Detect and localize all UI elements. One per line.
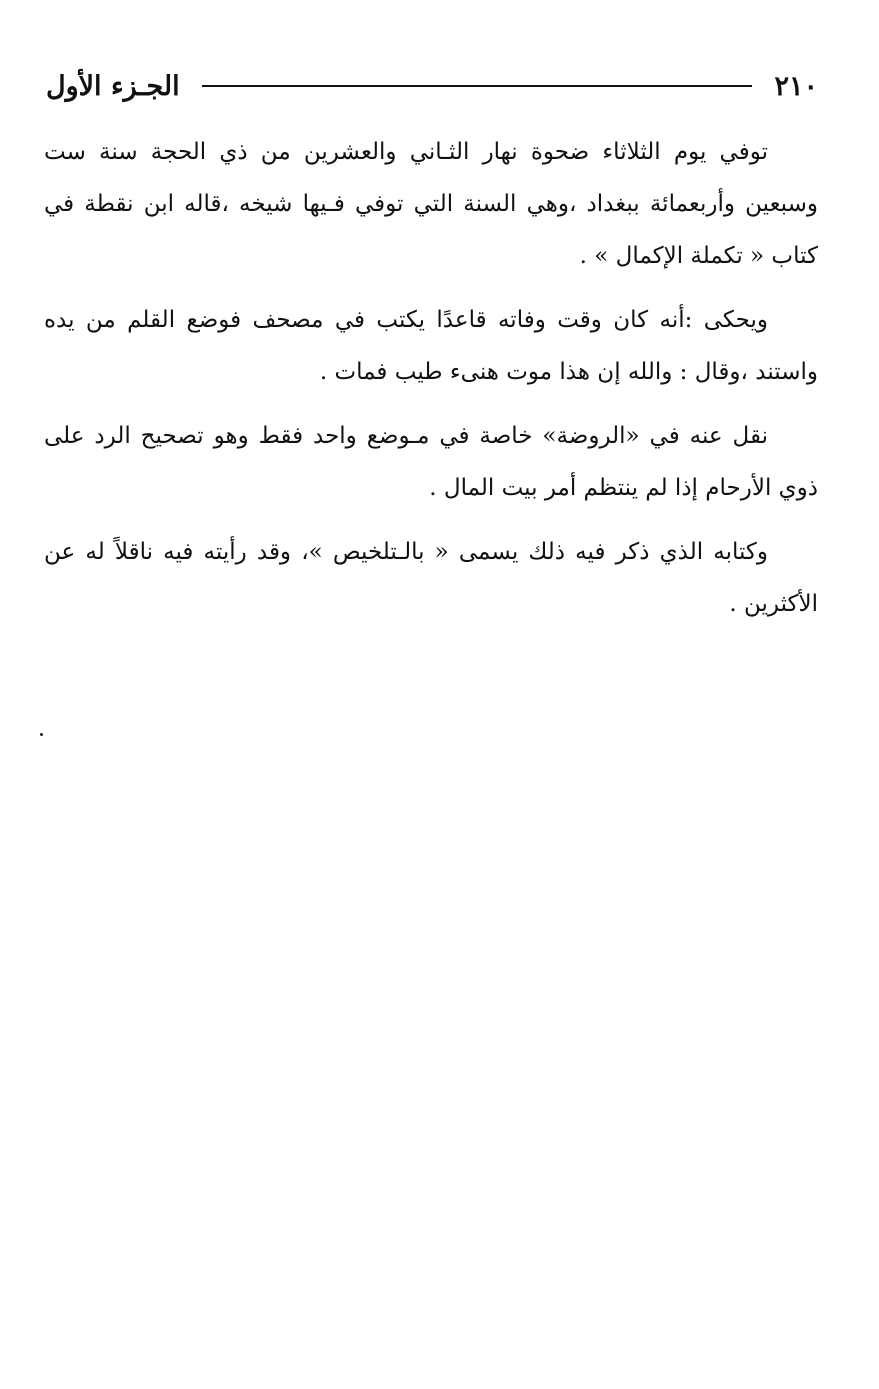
stray-mark <box>40 733 43 736</box>
header-rule <box>202 85 753 87</box>
paragraph-talkhis-book: وكتابه الذي ذكر فيه ذلك يسمى « بالـتلخيص »، وقد رأيته فيه ناقلاً له عن الأكثرين . <box>44 539 818 617</box>
paragraph-death-account: ويحكى :أنه كان وقت وفاته قاعدًا يكتب في مصحف فوضع القلم من يده واستند ،وقال : والله إن هذا موت هنىء طيب فمات . <box>44 307 818 385</box>
paragraph-death-date: توفي يوم الثلاثاء ضحوة نهار الثـاني والعشرين من ذي الحجة سنة ست وسبعين وأربعمائة ببغداد ،وهي السنة التي توفي فـيها شيخه ،قاله ابن نقطة في كتاب « تكملة الإكمال » . <box>44 139 818 269</box>
paragraph-rawdah-citation: نقل عنه في «الروضة» خاصة في مـوضع واحد فقط وهو تصحيح الرد على ذوي الأرحام إذا لم ينتظم أمر بيت المال . <box>44 423 818 501</box>
page-header <box>46 64 818 108</box>
running-title: الجـزء الأول <box>46 70 180 102</box>
body-text <box>44 126 818 642</box>
page-number: ٢١٠ <box>774 70 818 102</box>
